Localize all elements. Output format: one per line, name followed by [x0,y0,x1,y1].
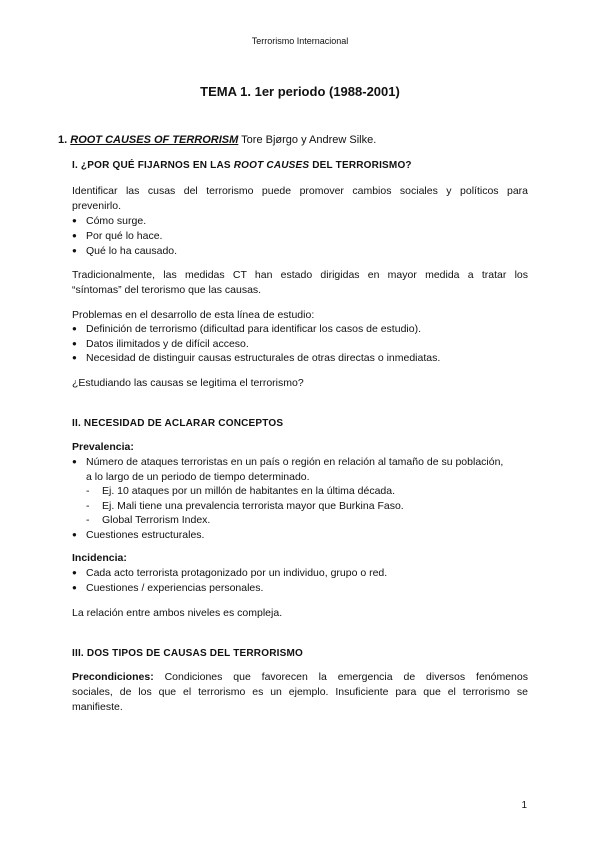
dash-icon: - [86,514,90,526]
bullet-icon: ● [72,353,77,362]
question-line: ¿Estudiando las causas se legitima el terrorismo? [72,377,304,389]
bullet-icon: ● [72,246,77,255]
page-number: 1 [521,800,527,811]
list-item-text: Necesidad de distinguir causas estructurales de otras directas o inmediatas. [86,352,441,364]
list-item-text: Cuestiones / experiencias personales. [86,582,264,594]
intro-line-2: prevenirlo. [72,200,122,212]
list-item-text: Cómo surge. [86,215,147,227]
list-item-text: Ej. 10 ataques por un millón de habitantes en la última década. [102,485,396,497]
section-authors: Tore Bjørgo y Andrew Silke. [238,134,377,146]
dash-icon: - [86,485,90,497]
section-number: 1. [58,134,68,146]
trad-line-1: Tradicionalmente, las medidas CT han estado dirigidas en mayor medida a tratar los [72,269,528,281]
bullet-icon: ● [72,339,77,348]
precond-line-3: manifieste. [72,701,123,713]
intro-line-1: Identificar las cusas del terrorismo puede promover cambios sociales y políticos para [72,185,528,197]
prevalencia-label: Prevalencia: [72,441,134,453]
part-2-heading: II. NECESIDAD DE ACLARAR CONCEPTOS [72,418,284,429]
bullet-icon: ● [72,568,77,577]
list-item-text: Datos ilimitados y de difícil acceso. [86,338,249,350]
bullet-icon: ● [72,231,77,240]
trad-line-2: “síntomas” del terorismo que las causas. [72,284,262,296]
bullet-icon: ● [72,324,77,333]
relation-line: La relación entre ambos niveles es compleja. [72,607,283,619]
precond-line-2: sociales, de los que el terrorismo es un ejemplo. Insuficiente para que el terrorismo se [72,686,528,698]
list-item-text: Global Terrorism Index. [102,514,211,526]
incidencia-label: Incidencia: [72,552,127,564]
page-title: TEMA 1. 1er periodo (1988-2001) [200,84,400,99]
heading-emphasis: ROOT CAUSES [233,160,310,171]
bullet-icon: ● [72,583,77,592]
section-title: ROOT CAUSES OF TERRORISM [70,134,239,146]
precond-label: Precondiciones: [72,671,154,683]
list-item-text: Por qué lo hace. [86,230,163,242]
list-item-text: a lo largo de un periodo de tiempo determinado. [86,470,310,483]
heading-text: I. ¿POR QUÉ FIJARNOS EN LAS [72,160,234,171]
precond-text: Condiciones que favorecen la emergencia de diversos fenómenos [153,671,528,683]
precond-line-1 [72,670,528,685]
bullet-icon: ● [72,457,77,466]
list-item-text: Cada acto terrorista protagonizado por un individuo, grupo o red. [86,567,388,579]
part-1-heading [72,160,412,171]
page-header: Terrorismo Internacional [251,36,349,46]
list-item-text: Número de ataques terroristas en un país o región en relación al tamaño de su población, [86,456,504,468]
part-3-heading: III. DOS TIPOS DE CAUSAS DEL TERRORISMO [72,648,303,659]
list-item-text: Qué lo ha causado. [86,245,178,257]
list-item-text: Definición de terrorismo (dificultad para identificar los casos de estudio). [86,323,421,335]
problems-intro: Problemas en el desarrollo de esta línea de estudio: [72,309,315,321]
section-1-heading [58,134,376,146]
list-item-text: Ej. Mali tiene una prevalencia terrorista mayor que Burkina Faso. [102,500,404,512]
list-item-text: Cuestiones estructurales. [86,529,205,541]
dash-icon: - [86,500,90,512]
bullet-icon: ● [72,216,77,225]
bullet-icon: ● [72,530,77,539]
heading-text: DEL TERRORISMO? [309,160,412,171]
